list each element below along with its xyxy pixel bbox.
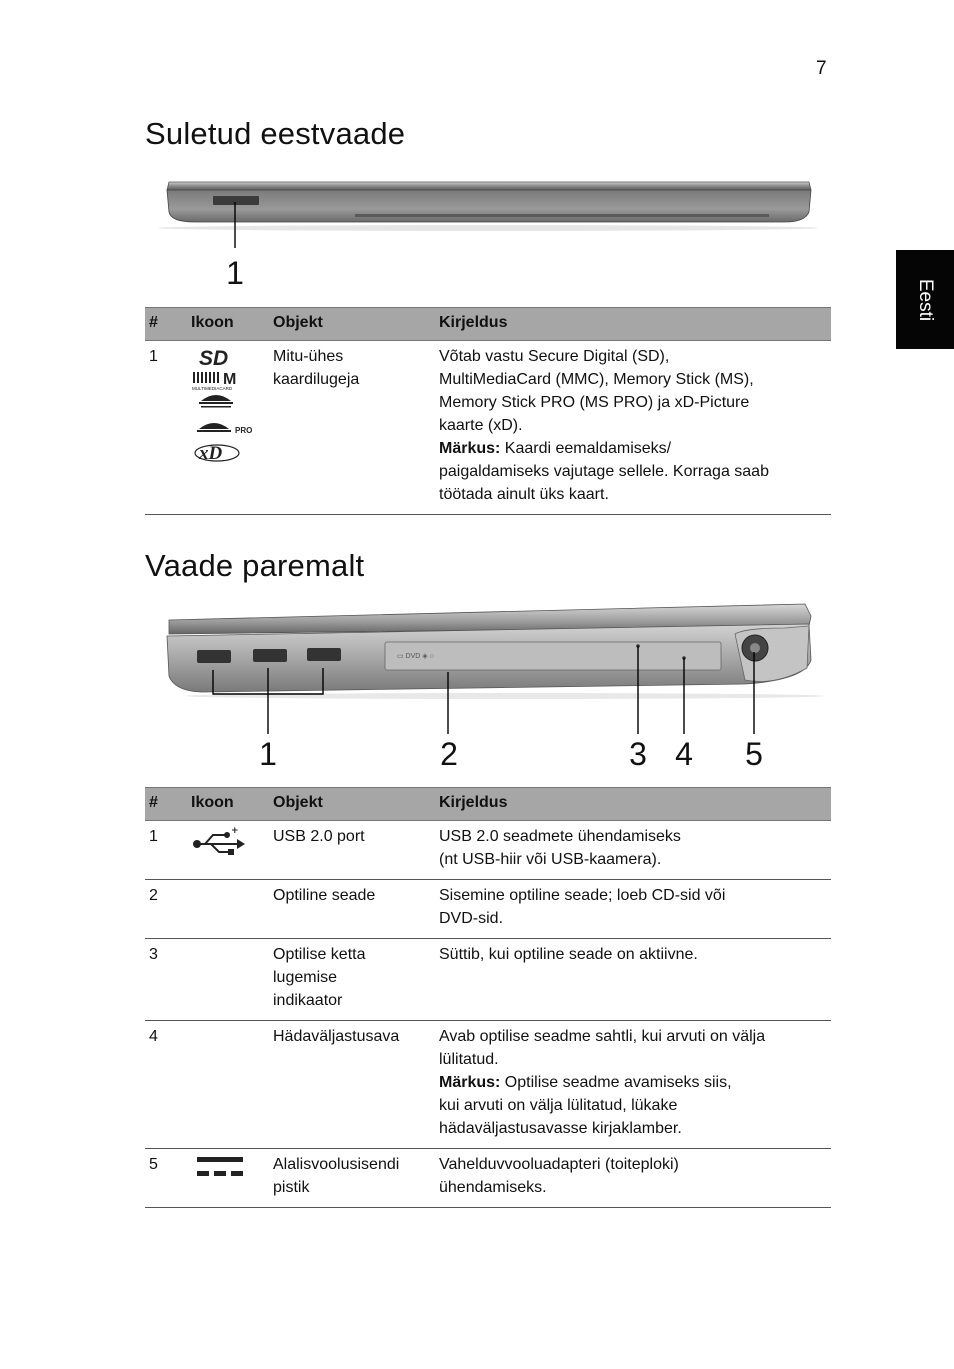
- row-number: 5: [145, 1149, 187, 1208]
- note-label: Märkus:: [439, 1074, 501, 1091]
- table-header-row: [145, 788, 831, 821]
- front-view-table: [145, 307, 831, 515]
- row-description: Võtab vastu Secure Digital (SD), MultiMediaCard (MMC), Memory Stick (MS), Memory Stick PRO (MS PRO) ja xD-Picture kaarte (xD). Märkus: Kaardi eemaldamiseks/ paigaldamiseks vajutage sellele. Korraga saab töötada ainult üks kaart.: [435, 341, 831, 515]
- row-icon-cell: [187, 1149, 269, 1208]
- row-description: USB 2.0 seadmete ühendamiseks (nt USB-hiir või USB-kaamera).: [435, 821, 831, 880]
- row-icon-cell: [187, 939, 269, 1021]
- note-label: Märkus:: [439, 440, 501, 457]
- table-row: [145, 880, 831, 939]
- card-reader-logos-icon: [191, 345, 261, 465]
- right-view-table: [145, 787, 831, 1208]
- header-object: Objekt: [269, 788, 435, 821]
- page-number: 7: [816, 58, 827, 79]
- table-header-row: [145, 308, 831, 341]
- row-icon-cell: [187, 821, 269, 880]
- laptop-front-view-illustration: [145, 176, 831, 256]
- row-description: Süttib, kui optiline seade on aktiivne.: [435, 939, 831, 1021]
- row-number: 3: [145, 939, 187, 1021]
- header-icon: Ikoon: [187, 788, 269, 821]
- header-description: Kirjeldus: [435, 788, 831, 821]
- row-description: Vahelduvvooluadapteri (toiteploki) ühendamiseks.: [435, 1149, 831, 1208]
- callout-right-3: 3: [629, 736, 647, 772]
- svg-text:PRO: PRO: [235, 426, 253, 435]
- header-object: Objekt: [269, 308, 435, 341]
- row-object: Optiline seade: [269, 880, 435, 939]
- section-title-right-view: Vaade paremalt: [145, 548, 365, 583]
- row-object: Mitu-ühes kaardilugeja: [269, 341, 435, 515]
- callout-right-4: 4: [675, 736, 693, 772]
- row-icon-cell: [187, 880, 269, 939]
- row-object: USB 2.0 port: [269, 821, 435, 880]
- laptop-right-view-illustration: [145, 598, 831, 734]
- row-object: Optilise ketta lugemise indikaator: [269, 939, 435, 1021]
- table-row: [145, 939, 831, 1021]
- row-description: Sisemine optiline seade; loeb CD-sid või DVD-sid.: [435, 880, 831, 939]
- svg-text:M: M: [223, 371, 237, 388]
- row-object: Alalisvoolusisendi pistik: [269, 1149, 435, 1208]
- header-description: Kirjeldus: [435, 308, 831, 341]
- header-number: #: [145, 788, 187, 821]
- callout-right-5: 5: [745, 736, 763, 772]
- section-title-front-view: Suletud eestvaade: [145, 116, 406, 151]
- row-description: Avab optilise seadme sahtli, kui arvuti on välja lülitatud. Märkus: Optilise seadme avamiseks siis, kui arvuti on välja lülitatud, lükake hädaväljastusavasse kirjaklamber.: [435, 1021, 831, 1149]
- row-icon-cell: [187, 1021, 269, 1149]
- table-row: [145, 1021, 831, 1149]
- svg-text:xD: xD: [199, 443, 223, 464]
- callout-right-1: 1: [259, 736, 277, 772]
- svg-text:▭ DVD ◈ ○: ▭ DVD ◈ ○: [397, 653, 434, 660]
- table-row: [145, 341, 831, 515]
- svg-text:+: +: [231, 826, 239, 836]
- svg-text:SD: SD: [199, 347, 229, 370]
- note-line: Märkus: Optilise seadme avamiseks siis,: [439, 1074, 732, 1091]
- callout-right-2: 2: [440, 736, 458, 772]
- table-row: [145, 821, 831, 880]
- dc-in-icon: [191, 1153, 247, 1183]
- row-number: 2: [145, 880, 187, 939]
- language-tab-label: Eesti: [915, 278, 936, 321]
- row-number: 1: [145, 341, 187, 515]
- header-icon: Ikoon: [187, 308, 269, 341]
- language-tab[interactable]: [896, 250, 954, 349]
- svg-text:MULTIMEDIACARD: MULTIMEDIACARD: [192, 386, 233, 391]
- note-line: Märkus: Kaardi eemaldamiseks/: [439, 440, 672, 457]
- table-row: [145, 1149, 831, 1208]
- usb-icon: [191, 825, 247, 855]
- row-object: Hädaväljastusava: [269, 1021, 435, 1149]
- callout-front-1: 1: [226, 255, 244, 291]
- header-number: #: [145, 308, 187, 341]
- row-number: 1: [145, 821, 187, 880]
- row-number: 4: [145, 1021, 187, 1149]
- row-icon-cell: [187, 341, 269, 515]
